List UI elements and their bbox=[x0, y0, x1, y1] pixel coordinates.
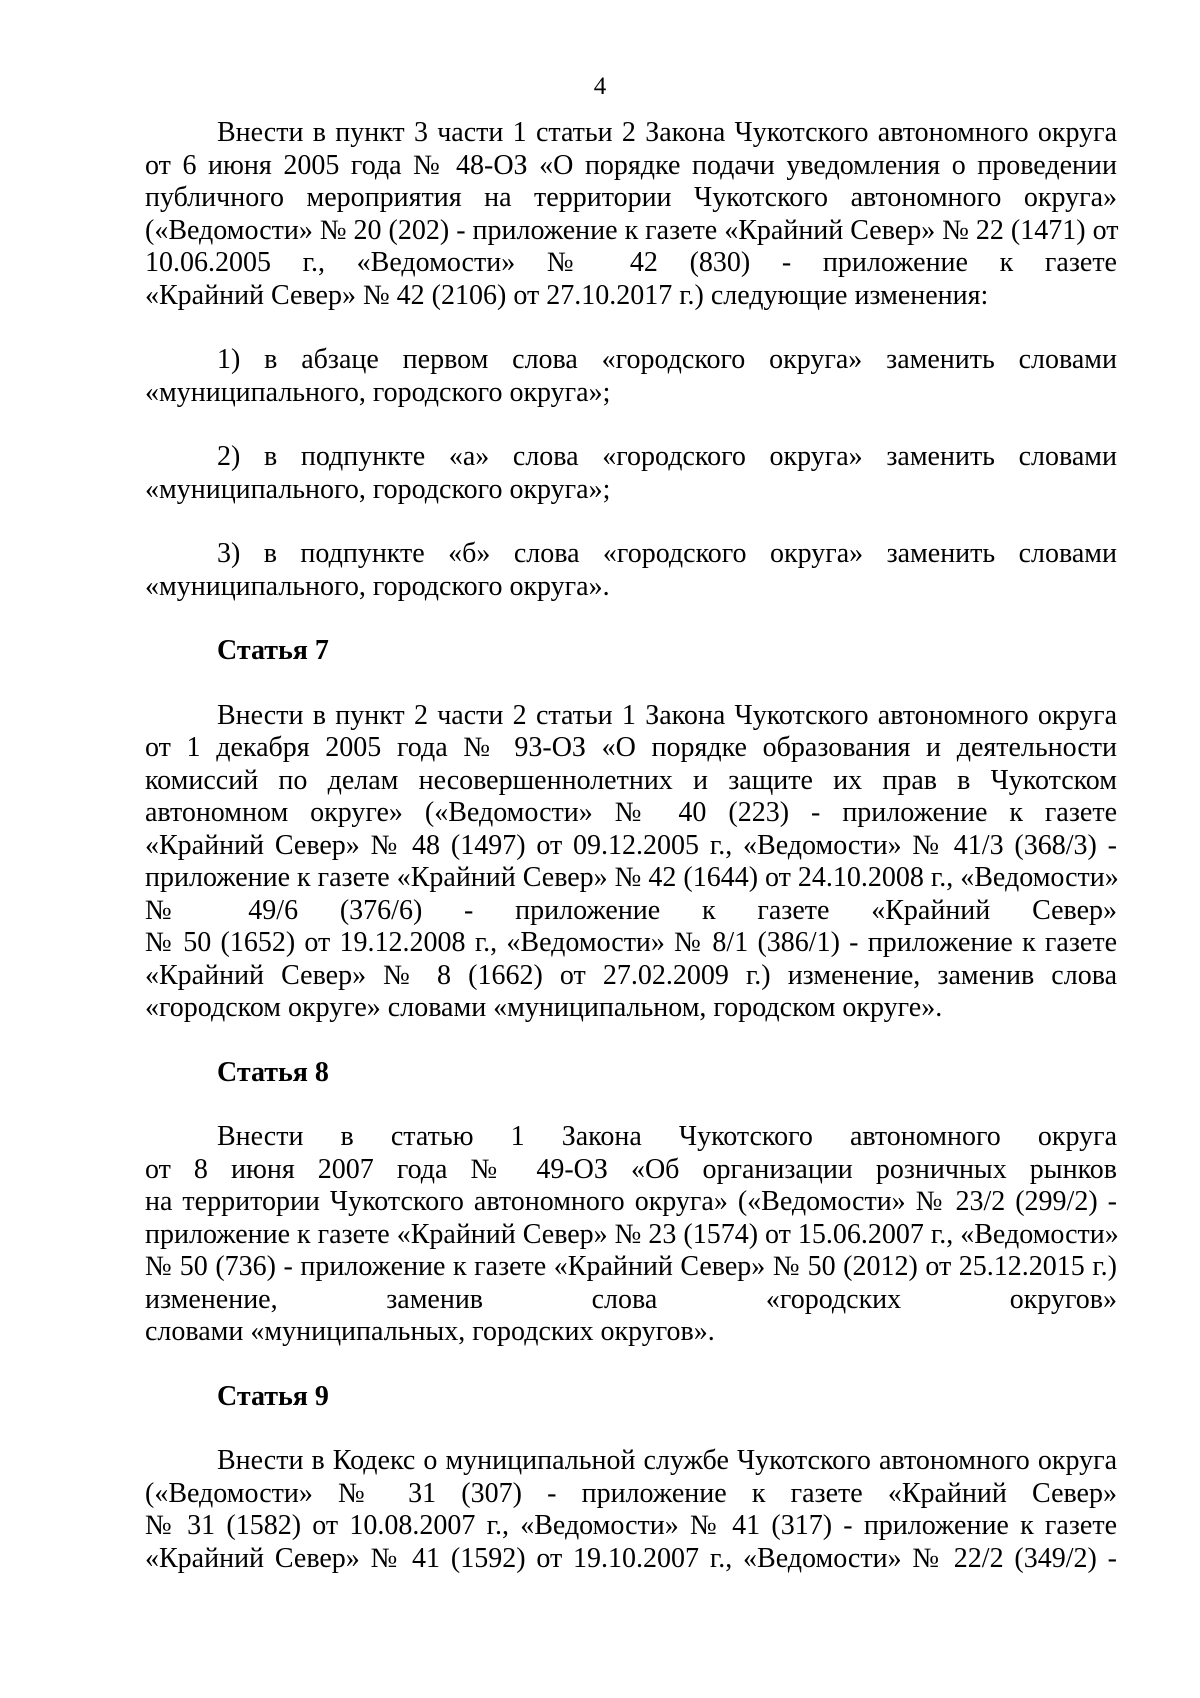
text-line: («Ведомости» № 20 (202) - приложение к газете «Крайний Север» № 22 (1471) от bbox=[145, 214, 1119, 246]
text-line: «муниципального, городского округа». bbox=[145, 570, 610, 602]
text-line: 3) в подпункте «б» слова «городского округа» заменить словами bbox=[217, 538, 1117, 569]
text-line: автономном округе» («Ведомости» № 40 (223) - приложение к газете bbox=[145, 797, 1117, 828]
text-line: Внести в пункт 2 части 2 статьи 1 Закона Чукотского автономного округа bbox=[217, 699, 1117, 731]
text-line: приложение к газете «Крайний Север» № 42 (1644) от 24.10.2008 г., «Ведомости» bbox=[145, 862, 1119, 893]
text-line: («Ведомости» № 31 (307) - приложение к газете «Крайний Север» bbox=[145, 1477, 1117, 1509]
paragraph-intro bbox=[145, 117, 1117, 312]
text-line: комиссий по делам несовершеннолетних и защите их прав в Чукотском bbox=[145, 764, 1117, 796]
document-body bbox=[145, 117, 1117, 1575]
article-heading-9: Статья 9 bbox=[217, 1380, 329, 1412]
text-line: от 1 декабря 2005 года № 93-ОЗ «О порядке образования и деятельности bbox=[145, 732, 1117, 763]
text-line: публичного мероприятия на территории Чукотского автономного округа» bbox=[145, 182, 1117, 213]
text-line: № 50 (1652) от 19.12.2008 г., «Ведомости» № 8/1 (386/1) - приложение к газете bbox=[145, 927, 1117, 958]
text-line: «Крайний Север» № 8 (1662) от 27.02.2009 г.) изменение, заменив слова bbox=[145, 959, 1117, 991]
paragraph-article-7 bbox=[145, 700, 1117, 1025]
text-line: 2) в подпункте «а» слова «городского округа» заменить словами bbox=[217, 441, 1117, 472]
text-line: от 8 июня 2007 года № 49-ОЗ «Об организации розничных рынков bbox=[145, 1153, 1117, 1185]
text-line: Внести в Кодекс о муниципальной службе Чукотского автономного округа bbox=[217, 1445, 1117, 1476]
text-line: № 49/6 (376/6) - приложение к газете «Крайний Север» bbox=[145, 894, 1117, 926]
list-item-1 bbox=[145, 344, 1117, 409]
text-line: на территории Чукотского автономного округа» («Ведомости» № 23/2 (299/2) - bbox=[145, 1186, 1117, 1217]
article-heading-7: Статья 7 bbox=[217, 635, 329, 666]
text-line: «Крайний Север» № 42 (2106) от 27.10.2017 г.) следующие изменения: bbox=[145, 279, 989, 311]
paragraph-article-8 bbox=[145, 1121, 1117, 1349]
text-line: Внести в пункт 3 части 1 статьи 2 Закона Чукотского автономного округа bbox=[217, 117, 1117, 148]
text-line: «муниципального, городского округа»; bbox=[145, 376, 611, 408]
text-line: изменение, заменив слова «городских округов» bbox=[145, 1283, 1117, 1315]
text-line: Внести в статью 1 Закона Чукотского автономного округа bbox=[217, 1121, 1117, 1152]
text-line: № 50 (736) - приложение к газете «Крайний Север» № 50 (2012) от 25.12.2015 г.) bbox=[145, 1251, 1117, 1282]
text-line: «муниципального, городского округа»; bbox=[145, 473, 611, 505]
text-line: 10.06.2005 г., «Ведомости» № 42 (830) - приложение к газете bbox=[145, 247, 1117, 278]
paragraph-article-9 bbox=[145, 1445, 1117, 1575]
text-line: словами «муниципальных, городских округов». bbox=[145, 1316, 715, 1347]
text-line: 1) в абзаце первом слова «городского округа» заменить словами bbox=[217, 344, 1117, 375]
page-number: 4 bbox=[593, 73, 607, 100]
list-item-2 bbox=[145, 441, 1117, 506]
text-line: «городском округе» словами «муниципальном, городском округе». bbox=[145, 992, 943, 1023]
text-line: «Крайний Север» № 41 (1592) от 19.10.2007 г., «Ведомости» № 22/2 (349/2) - bbox=[145, 1542, 1117, 1574]
text-line: от 6 июня 2005 года № 48-ОЗ «О порядке подачи уведомления о проведении bbox=[145, 149, 1117, 181]
list-item-3 bbox=[145, 538, 1117, 603]
article-heading-8: Статья 8 bbox=[217, 1056, 329, 1088]
text-line: № 31 (1582) от 10.08.2007 г., «Ведомости» № 41 (317) - приложение к газете bbox=[145, 1510, 1117, 1541]
text-line: приложение к газете «Крайний Север» № 23 (1574) от 15.06.2007 г., «Ведомости» bbox=[145, 1218, 1119, 1250]
text-line: «Крайний Север» № 48 (1497) от 09.12.2005 г., «Ведомости» № 41/3 (368/3) - bbox=[145, 829, 1117, 861]
